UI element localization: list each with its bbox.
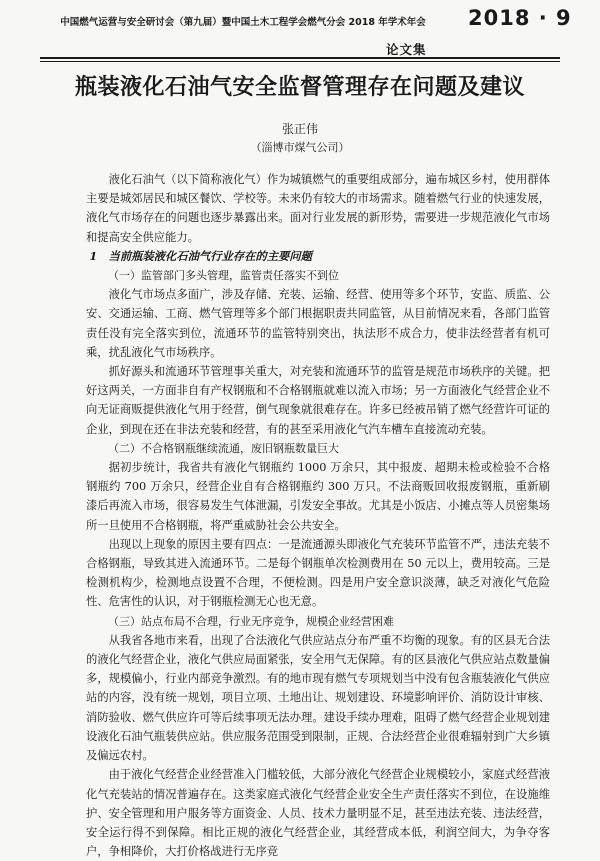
conference-name: 中国燃气运营与安全研讨会（第九届）暨中国土木工程学会燃气分会 2018 年学术年会 (60, 17, 426, 28)
subheading-1: （一）监管部门多头管理，监管责任落实不到位 (108, 269, 339, 283)
subheading-2: （二）不合格钢瓶继续流通，废旧钢瓶数量巨大 (108, 441, 339, 455)
header-rule-thin (40, 61, 560, 62)
header-rule-thick (40, 57, 560, 59)
paragraph: 从我省各地市来看，出现了合法液化气供应站点分布严重不均衡的现象。有的区县无合法的液化气经营企业，液化气供应局面紧张，安全用气无保障。有的区县液化气供应站点数量偏多，规模偏小，行业内部竞争激烈。有的地市现有燃气专项规划当中没有包含瓶装液化气供应站的内容，没有统一规划，项目立项、土地出让、规划建设、环境影响评价、消防设计审核、消防验收、燃气供应许可等后续事项无法办理。建设手续办理难，阻碍了燃气经营企业规划建设液化石油气瓶装供应站。供应服务范围受到限制，正规、合法经营企业很难辐射到广大乡镇及偏远农村。 (86, 633, 550, 763)
paragraph: 由于液化气经营企业经营准入门槛较低，大部分液化气经营企业规模较小，家庭式经营液化气充装站的情况普遍存在。这类家庭式液化气经营企业安全生产责任落实不到位，在设施维护、安全管理和用户服务等方面资金、人员、技术力量明显不足，甚至违法充装、违法经营，安全运行得不到保障。相比正规的液化气经营企业，其经营成本低，利润空间大，为争夺客户，争相降价，大打价格战进行无序竞 (86, 768, 550, 859)
section-heading-1: 1 当前瓶装液化石油气行业存在的主要问题 (89, 248, 312, 263)
section-label: 论文集 (386, 42, 427, 57)
paragraph-intro: 液化石油气（以下简称液化气）作为城镇燃气的重要组成部分，遍布城区乡村，使用群体主要是城郊居民和城区餐饮、学校等。未来仍有较大的市场需求。随着燃气行业的快速发展，液化气市场存在的问题也逐步暴露出来。面对行业发展的新形势，需要进一步规范液化气市场和提高安全供应能力。 (86, 173, 550, 244)
article-body (86, 170, 550, 861)
paragraph: 据初步统计，我省共有液化气钢瓶约 1000 万余只，其中报废、超期未检或检验不合格钢瓶约 700 万余只，经营企业自有合格钢瓶约 300 万只。不法商贩回收报废钢瓶，重新刷漆后再流入市场，很容易发生气体泄漏，引发安全事故。尤其是小饭店、小摊点等人员密集场所一旦使用不合格钢瓶，将严重威胁社会公共安全。 (86, 461, 550, 532)
paragraph: 出现以上现象的原因主要有四点：一是流通源头即液化气充装环节监管不严，违法充装不合格钢瓶，导致其进入流通环节。二是每个钢瓶单次检测费用在 50 元以上，费用较高。三是检测机构少，检测地点设置不合理，不便检测。四是用户安全意识淡薄，缺乏对液化气危险性、危害性的认识，对于钢瓶检测无心也无意。 (86, 537, 550, 609)
author-affiliation: （淄博市煤气公司） (250, 141, 350, 154)
paragraph: 抓好源头和流通环节管理事关重大，对充装和流通环节的监管是规范市场秩序的关键。把好这两关，一方面非自有产权钢瓶和不合格钢瓶就难以流入市场；另一方面液化气经营企业不向无证商贩提供液化气用于经营，倒气现象就很难存在。许多已经被吊销了燃气经营许可证的企业，到现在还在非法充装和经营，有的甚至采用液化气汽车槽车直接流动充装。 (86, 365, 550, 436)
subheading-3: （三）站点布局不合理，行业无序竞争，规模企业经营困难 (108, 614, 394, 628)
paragraph: 液化气市场点多面广，涉及存储、充装、运输、经营、使用等多个环节，安监、质监、公安、交通运输、工商、燃气管理等多个部门根据职责共同监管，从目前情况来看，各部门监管责任没有完全落实到位，流通环节的监管特别突出，执法形不成合力，使非法经营者有机可乘，扰乱液化气市场秩序。 (86, 288, 550, 359)
author-name: 张正伟 (281, 122, 318, 136)
article-title: 瓶装液化石油气安全监督管理存在问题及建议 (74, 75, 525, 100)
issue-date: 2018 · 9 (468, 6, 572, 30)
